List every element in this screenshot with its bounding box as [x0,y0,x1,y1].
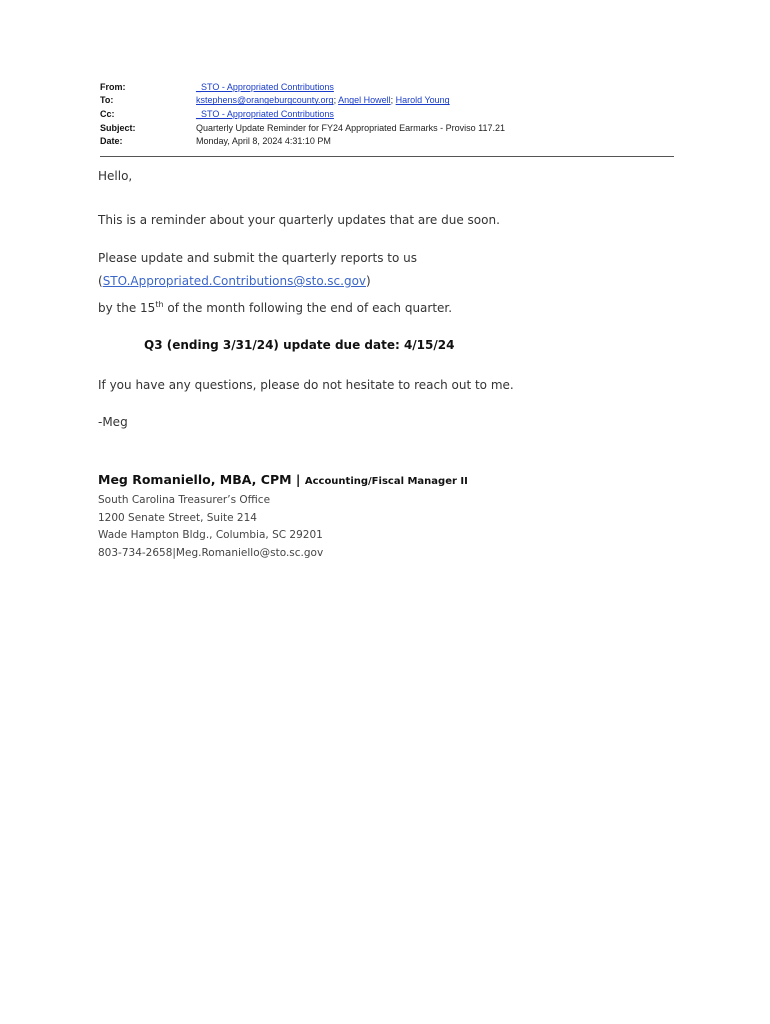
signature-block [98,470,678,562]
date-label: Date: [100,136,123,147]
ordinal-suffix: th [155,300,164,309]
questions-text: If you have any questions, please do not hesitate to reach out to me. [98,378,514,392]
email-body [98,166,678,562]
instructions-paragraph [98,247,678,320]
subject-row [100,121,674,135]
subject-text: Quarterly Update Reminder for FY24 Appropriated Earmarks - Proviso 117.21 [196,122,505,133]
subject-label: Subject: [100,122,136,133]
to-separator: ; [333,95,339,106]
signature-name-line [98,470,678,492]
date-row [100,134,674,148]
to-label: To: [100,95,114,106]
date-text: Monday, April 8, 2024 4:31:10 PM [196,136,331,147]
deadline-text-end: of the month following the end of each quarter. [163,301,453,315]
from-link[interactable]: _STO - Appropriated Contributions [196,81,334,92]
reminder-text: This is a reminder about your quarterly updates that are due soon. [98,213,500,227]
to-row [100,94,674,108]
signature-office: South Carolina Treasurer’s Office [98,494,271,506]
from-label: From: [100,81,126,92]
instructions-text: Please update and submit the quarterly reports to us ( [98,251,417,288]
signature-divider: | [291,472,305,487]
due-date-line: Q3 (ending 3/31/24) update due date: 4/15/24 [144,338,455,352]
signature-contact: 803-734-2658|Meg.Romaniello@sto.sc.gov [98,546,324,559]
signature-title: Accounting/Fiscal Manager II [304,476,468,487]
to-link-angel-howell[interactable]: Angel Howell [338,95,391,106]
to-link-harold-young[interactable]: Harold Young [395,95,450,106]
to-separator: ; [390,95,396,106]
email-header [100,80,674,157]
from-row [100,80,674,94]
signature-name: Meg Romaniello, MBA, CPM [98,472,292,487]
instructions-close-paren: ) [366,274,371,288]
cc-label: Cc: [100,108,115,119]
signature-address-line-2: Wade Hampton Bldg., Columbia, SC 29201 [98,529,323,541]
signature-address-line-1: 1200 Senate Street, Suite 214 [98,511,257,524]
greeting: Hello, [98,169,133,183]
cc-row [100,107,674,121]
deadline-text: by the 15 [98,301,156,315]
cc-link[interactable]: _STO - Appropriated Contributions [196,108,334,119]
signoff: -Meg [98,415,128,429]
to-link-kstephens[interactable]: kstephens@orangeburgcounty.org [196,95,334,106]
contributions-email-link[interactable]: STO.Appropriated.Contributions@sto.sc.gov [102,274,367,288]
